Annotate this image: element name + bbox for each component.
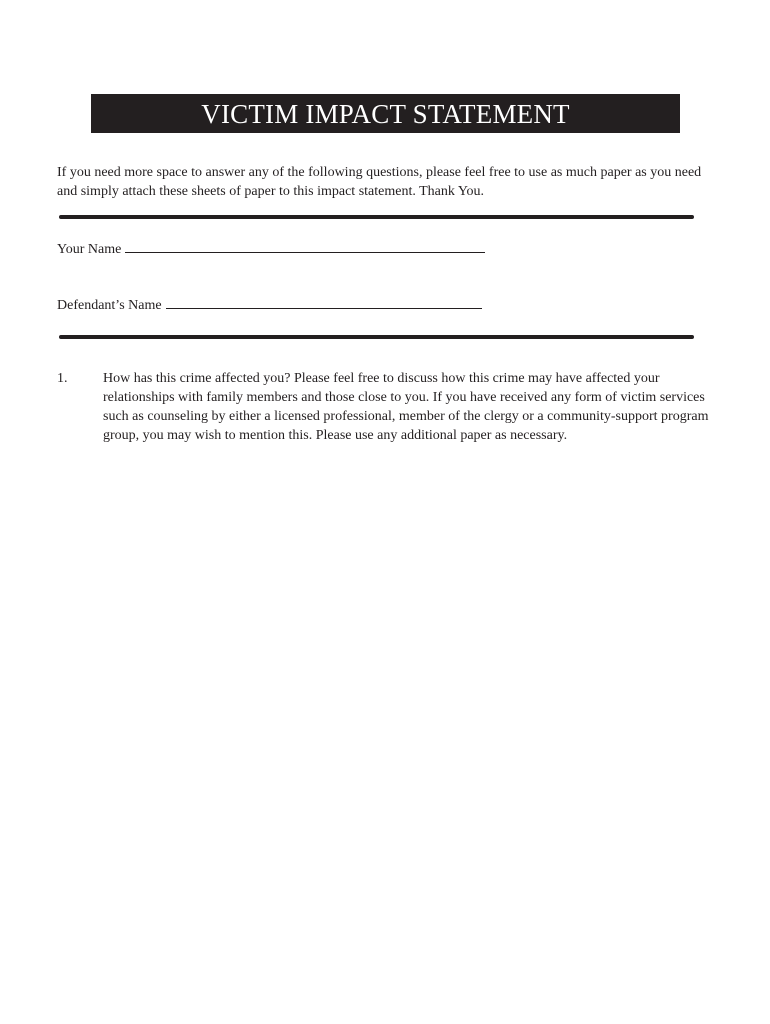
defendant-name-label: Defendant’s Name [57, 298, 162, 313]
document-title: VICTIM IMPACT STATEMENT [201, 99, 570, 129]
question-text: How has this crime affected you? Please feel free to discuss how this crime may have affected your relationships with family members and those close to you. If you have received any form of victim services such as counseling by either a licensed professional, member of the clergy or a community-support program group, you may wish to mention this. Please use any additional paper as necessary. [103, 371, 709, 443]
intro-paragraph: If you need more space to answer any of the following questions, please feel free to use as much paper as you need and simply attach these sheets of paper to this impact statement. Thank You. [57, 165, 702, 199]
defendant-name-blank-line[interactable] [166, 294, 482, 309]
title-banner [91, 94, 680, 133]
question-number: 1. [57, 371, 68, 386]
divider-rule [59, 215, 694, 219]
your-name-label: Your Name [57, 242, 122, 257]
divider-rule [59, 335, 694, 339]
defendant-name-field[interactable] [57, 294, 482, 315]
your-name-blank-line[interactable] [125, 238, 485, 253]
your-name-field[interactable] [57, 238, 485, 259]
